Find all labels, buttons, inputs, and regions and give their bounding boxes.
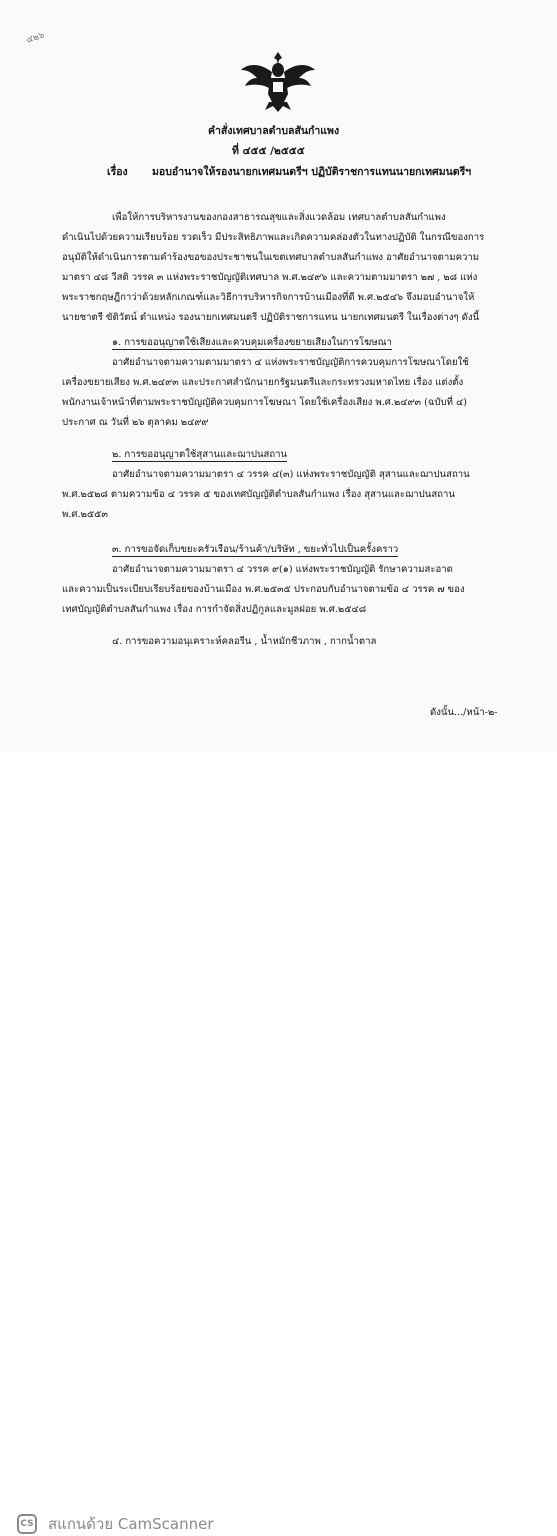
item-2-line: พ.ศ.๒๕๕๓ bbox=[62, 509, 108, 520]
item-3-heading: ๓. การขอจัดเก็บขยะครัวเรือน/ร้านค้า/บริษัท , ขยะทั่วไปเป็นครั้งคราว bbox=[112, 544, 399, 555]
camscanner-footer bbox=[0, 752, 557, 1533]
item-3-line: และความเป็นระเบียบเรียบร้อยของบ้านเมือง พ.ศ.๒๕๓๕ ประกอบกับอำนาจตามข้อ ๔ วรรค ๗ ของ bbox=[62, 584, 465, 595]
item-1-line: ประกาศ ณ วันที่ ๒๖ ตุลาคม ๒๔๙๙ bbox=[62, 417, 209, 428]
continuation-note: ดังนั้น.../หน้า-๒- bbox=[430, 707, 498, 718]
item-3-line: เทศบัญญัติตำบลสันกำแพง เรื่อง การกำจัดสิ่งปฏิกูลและมูลฝอย พ.ศ.๒๕๔๘ bbox=[62, 604, 367, 615]
camscanner-logo-icon: CS bbox=[17, 1514, 37, 1534]
intro-line: มาตรา ๔๘ วีสติ วรรค ๓ แห่งพระราชบัญญัติเทศบาล พ.ศ.๒๔๙๖ และความตามมาตรา ๒๗ , ๒๘ แห่ง bbox=[62, 272, 478, 283]
intro-line: เพื่อให้การบริหารงานของกองสาธารณสุขและสิ่งแวดล้อม เทศบาลตำบลสันกำแพง bbox=[112, 212, 446, 223]
intro-line: นายชาตรี ขัติวัตน์ ตำแหน่ง รองนายกเทศมนตรี ปฏิบัติราชการแทน นายกเทศมนตรี ในเรื่องต่างๆ ดังนี้ bbox=[62, 312, 480, 323]
garuda-emblem bbox=[239, 48, 317, 114]
item-1-line: อาศัยอำนาจตามความตามมาตรา ๔ แห่งพระราชบัญญัติการควบคุมการโฆษณาโดยใช้ bbox=[112, 357, 469, 368]
subject-label: เรื่อง bbox=[107, 166, 128, 178]
item-3-line: อาศัยอำนาจตามความมาตรา ๔ วรรค ๙(๑) แห่งพระราชบัญญัติ รักษาความสะอาด bbox=[112, 564, 453, 575]
intro-line: อนุมัติให้ดำเนินการตามคำร้องขอของประชาชนในเขตเทศบาลตำบลสันกำแพง อาศัยอำนาจตามความ bbox=[62, 252, 480, 263]
intro-line: ดำเนินไปด้วยความเรียบร้อย รวดเร็ว มีประสิทธิภาพและเกิดความคล่องตัวในทางปฏิบัติ ในกรณีของการ bbox=[62, 232, 485, 243]
handwritten-note: ๔๒๖ bbox=[25, 30, 46, 46]
item-2-line: อาศัยอำนาจตามความมาตรา ๔ วรรค ๔(๓) แห่งพระราชบัญญัติ สุสานและฌาปนสถาน bbox=[112, 469, 470, 480]
item-1-line: เครื่องขยายเสียง พ.ศ.๒๔๙๓ และประกาศสำนักนายกรัฐมนตรีและกระทรวงมหาดไทย เรื่อง แต่งตั้ง bbox=[62, 377, 464, 388]
intro-line: พระราชกฤษฎีกาว่าด้วยหลักเกณฑ์และวิธีการบริหารกิจการบ้านเมืองที่ดี พ.ศ.๒๕๔๖ จึงมอบอำนาจให้ bbox=[62, 292, 475, 303]
item-2-heading: ๒. การขออนุญาตใช้สุสานและฌาปนสถาน bbox=[112, 449, 288, 460]
item-1-heading: ๑. การขออนุญาตใช้เสียงและควบคุมเครื่องขยายเสียงในการโฆษณา bbox=[112, 337, 392, 348]
order-number: ที่ ๔๕๕ /๒๕๕๕ bbox=[232, 145, 305, 157]
subject-text: มอบอำนาจให้รองนายกเทศมนตรีฯ ปฏิบัติราชการแทนนายกเทศมนตรีฯ bbox=[152, 166, 472, 178]
item-4-heading: ๔. การขอความอนุเคราะห์คลอรีน , น้ำหมักชีวภาพ , กากน้ำตาล bbox=[112, 636, 377, 647]
order-title: คำสั่งเทศบาลตำบลสันกำแพง bbox=[208, 125, 340, 137]
camscanner-watermark-text: สแกนด้วย CamScanner bbox=[48, 1515, 214, 1533]
item-2-line: พ.ศ.๒๕๒๘ ตามความข้อ ๔ วรรค ๕ ของเทศบัญญัติตำบลสันกำแพง เรื่อง สุสานและฌาปนสถาน bbox=[62, 489, 455, 500]
item-1-line: พนักงานเจ้าหน้าที่ตามพระราชบัญญัติควบคุมการโฆษณา โดยใช้เครื่องเสียง พ.ศ.๒๔๙๓ (ฉบับที่ ๔) bbox=[62, 397, 467, 408]
